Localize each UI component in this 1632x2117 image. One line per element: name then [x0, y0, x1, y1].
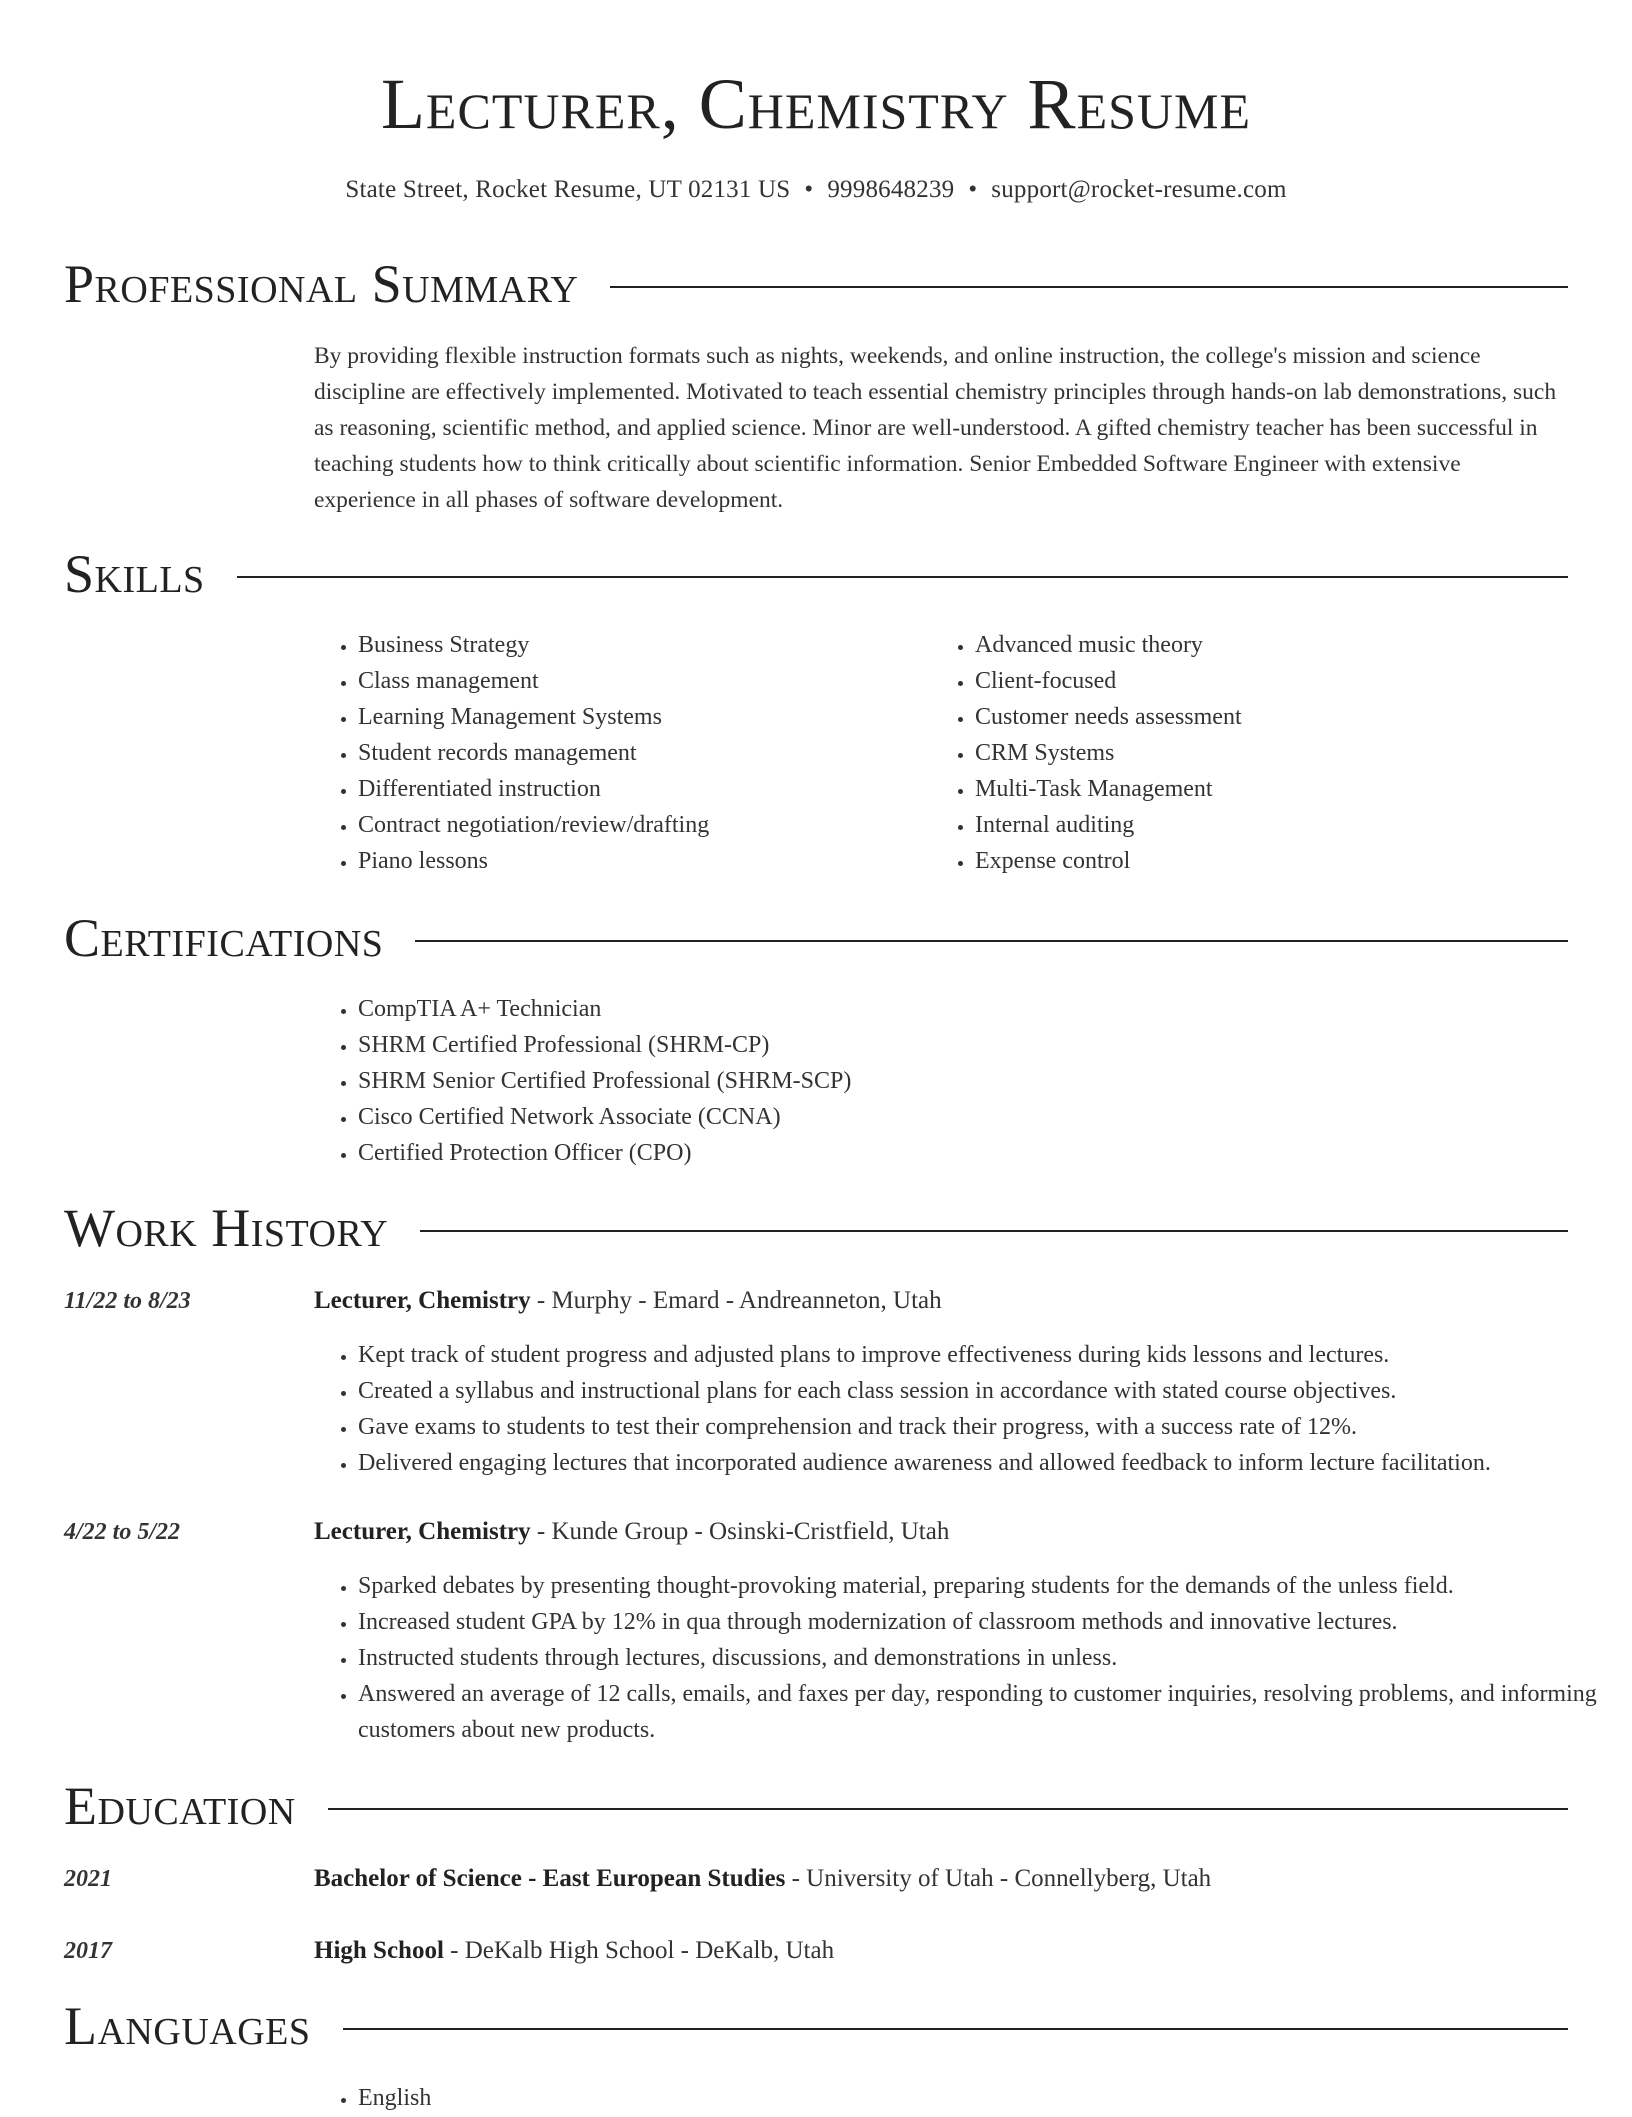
section-divider: [610, 286, 1568, 288]
skills-list-left: [314, 627, 918, 879]
work-section-header: [64, 1196, 1568, 1260]
skill-item: • Advanced music theory: [975, 627, 1575, 663]
job-bullets: [314, 1568, 1618, 1748]
education-school: - University of Utah - Connellyberg, Utah: [785, 1865, 1212, 1892]
certifications-heading: Certifications: [64, 908, 384, 968]
education-entry: [314, 1933, 834, 1969]
job-bullet: • Increased student GPA by 12% in qua through modernization of classroom methods and innovative lectures.: [358, 1604, 1618, 1640]
resume-title: Lecturer, Chemistry Resume: [380, 64, 1252, 144]
education-entry: [314, 1861, 1211, 1897]
skill-item: • Class management: [358, 663, 918, 699]
skill-item: • CRM Systems: [975, 735, 1575, 771]
job-dates: 11/22 to 8/23: [64, 1288, 191, 1314]
job-employer: - Murphy - Emard - Andreanneton, Utah: [530, 1287, 942, 1314]
job-bullet: • Kept track of student progress and adjusted plans to improve effectiveness during kids lessons and lectures.: [358, 1337, 1618, 1373]
skill-item: • Client-focused: [975, 663, 1575, 699]
language-item: • English: [358, 2080, 958, 2116]
job-bullet: • Answered an average of 12 calls, emails, and faxes per day, responding to customer inquiries, resolving problems, and informing customers about new products.: [358, 1676, 1618, 1748]
job-dates: 4/22 to 5/22: [64, 1519, 181, 1545]
skill-item: • Customer needs assessment: [975, 699, 1575, 735]
certification-item: • Cisco Certified Network Associate (CCNA): [358, 1099, 1558, 1135]
certification-item: • SHRM Senior Certified Professional (SHRM-SCP): [358, 1063, 1558, 1099]
certification-item: • SHRM Certified Professional (SHRM-CP): [358, 1027, 1558, 1063]
contact-separator: •: [804, 176, 814, 203]
work-heading: Work History: [64, 1198, 389, 1258]
certification-item: • CompTIA A+ Technician: [358, 991, 1558, 1027]
certifications-list: [314, 991, 1558, 1171]
skill-item: • Internal auditing: [975, 807, 1575, 843]
certification-item: • Certified Protection Officer (CPO): [358, 1135, 1558, 1171]
summary-text: By providing flexible instruction formats such as nights, weekends, and online instruction, the college's mission and science discipline are effectively implemented. Motivated to teach essential chemistry principles through hands-on lab demonstrations, such as reasoning, scientific method, and applied science. Minor are well-understood. A gifted chemistry teacher has been successful in teaching students how to think critically about scientific information. Senior Embedded Software Engineer with extensive experience in all phases of software development.: [314, 343, 1557, 513]
languages-section-header: [64, 1994, 1568, 2058]
skills-list-right: [931, 627, 1575, 879]
job-bullet: • Created a syllabus and instructional plans for each class session in accordance with stated course objectives.: [358, 1373, 1618, 1409]
skill-item: • Expense control: [975, 843, 1575, 879]
section-divider: [343, 2028, 1569, 2030]
job-bullet: • Delivered engaging lectures that incorporated audience awareness and allowed feedback to inform lecture facilitation.: [358, 1445, 1618, 1481]
skills-heading: Skills: [64, 544, 205, 604]
section-divider: [328, 1808, 1568, 1810]
skills-section-header: [64, 542, 1568, 606]
job-bullet: • Sparked debates by presenting thought-provoking material, preparing students for the demands of the unless field.: [358, 1568, 1618, 1604]
job-bullet: • Instructed students through lectures, discussions, and demonstrations in unless.: [358, 1640, 1618, 1676]
education-heading: Education: [64, 1776, 296, 1836]
job-heading: [314, 1514, 949, 1550]
skill-item: • Business Strategy: [358, 627, 918, 663]
education-degree: Bachelor of Science - East European Studies: [314, 1865, 786, 1892]
skill-item: • Piano lessons: [358, 843, 918, 879]
education-section-header: [64, 1774, 1568, 1838]
summary-section-header: [64, 252, 1568, 316]
education-year: 2017: [64, 1938, 112, 1964]
education-degree: High School: [314, 1937, 444, 1964]
section-divider: [415, 940, 1568, 942]
section-divider: [237, 576, 1568, 578]
job-bullets: [314, 1337, 1618, 1481]
contact-address: State Street, Rocket Resume, UT 02131 US: [345, 176, 791, 203]
certifications-section-header: [64, 906, 1568, 970]
contact-separator: •: [968, 176, 978, 203]
skill-item: • Multi-Task Management: [975, 771, 1575, 807]
skill-item: • Learning Management Systems: [358, 699, 918, 735]
job-title: Lecturer, Chemistry: [314, 1518, 531, 1545]
contact-email[interactable]: support@rocket-resume.com: [991, 176, 1287, 203]
skill-item: • Differentiated instruction: [358, 771, 918, 807]
education-year: 2021: [64, 1866, 112, 1892]
job-title: Lecturer, Chemistry: [314, 1287, 531, 1314]
languages-heading: Languages: [64, 1996, 311, 2056]
skill-item: • Student records management: [358, 735, 918, 771]
job-heading: [314, 1283, 942, 1319]
education-school: - DeKalb High School - DeKalb, Utah: [443, 1937, 835, 1964]
summary-heading: Professional Summary: [64, 254, 579, 314]
contact-phone: 9998648239: [827, 176, 955, 203]
skill-item: • Contract negotiation/review/drafting: [358, 807, 918, 843]
section-divider: [420, 1230, 1568, 1232]
languages-list: [314, 2080, 958, 2116]
contact-line: [0, 172, 1632, 208]
job-bullet: • Gave exams to students to test their comprehension and track their progress, with a success rate of 12%.: [358, 1409, 1618, 1445]
job-employer: - Kunde Group - Osinski-Cristfield, Utah: [530, 1518, 950, 1545]
